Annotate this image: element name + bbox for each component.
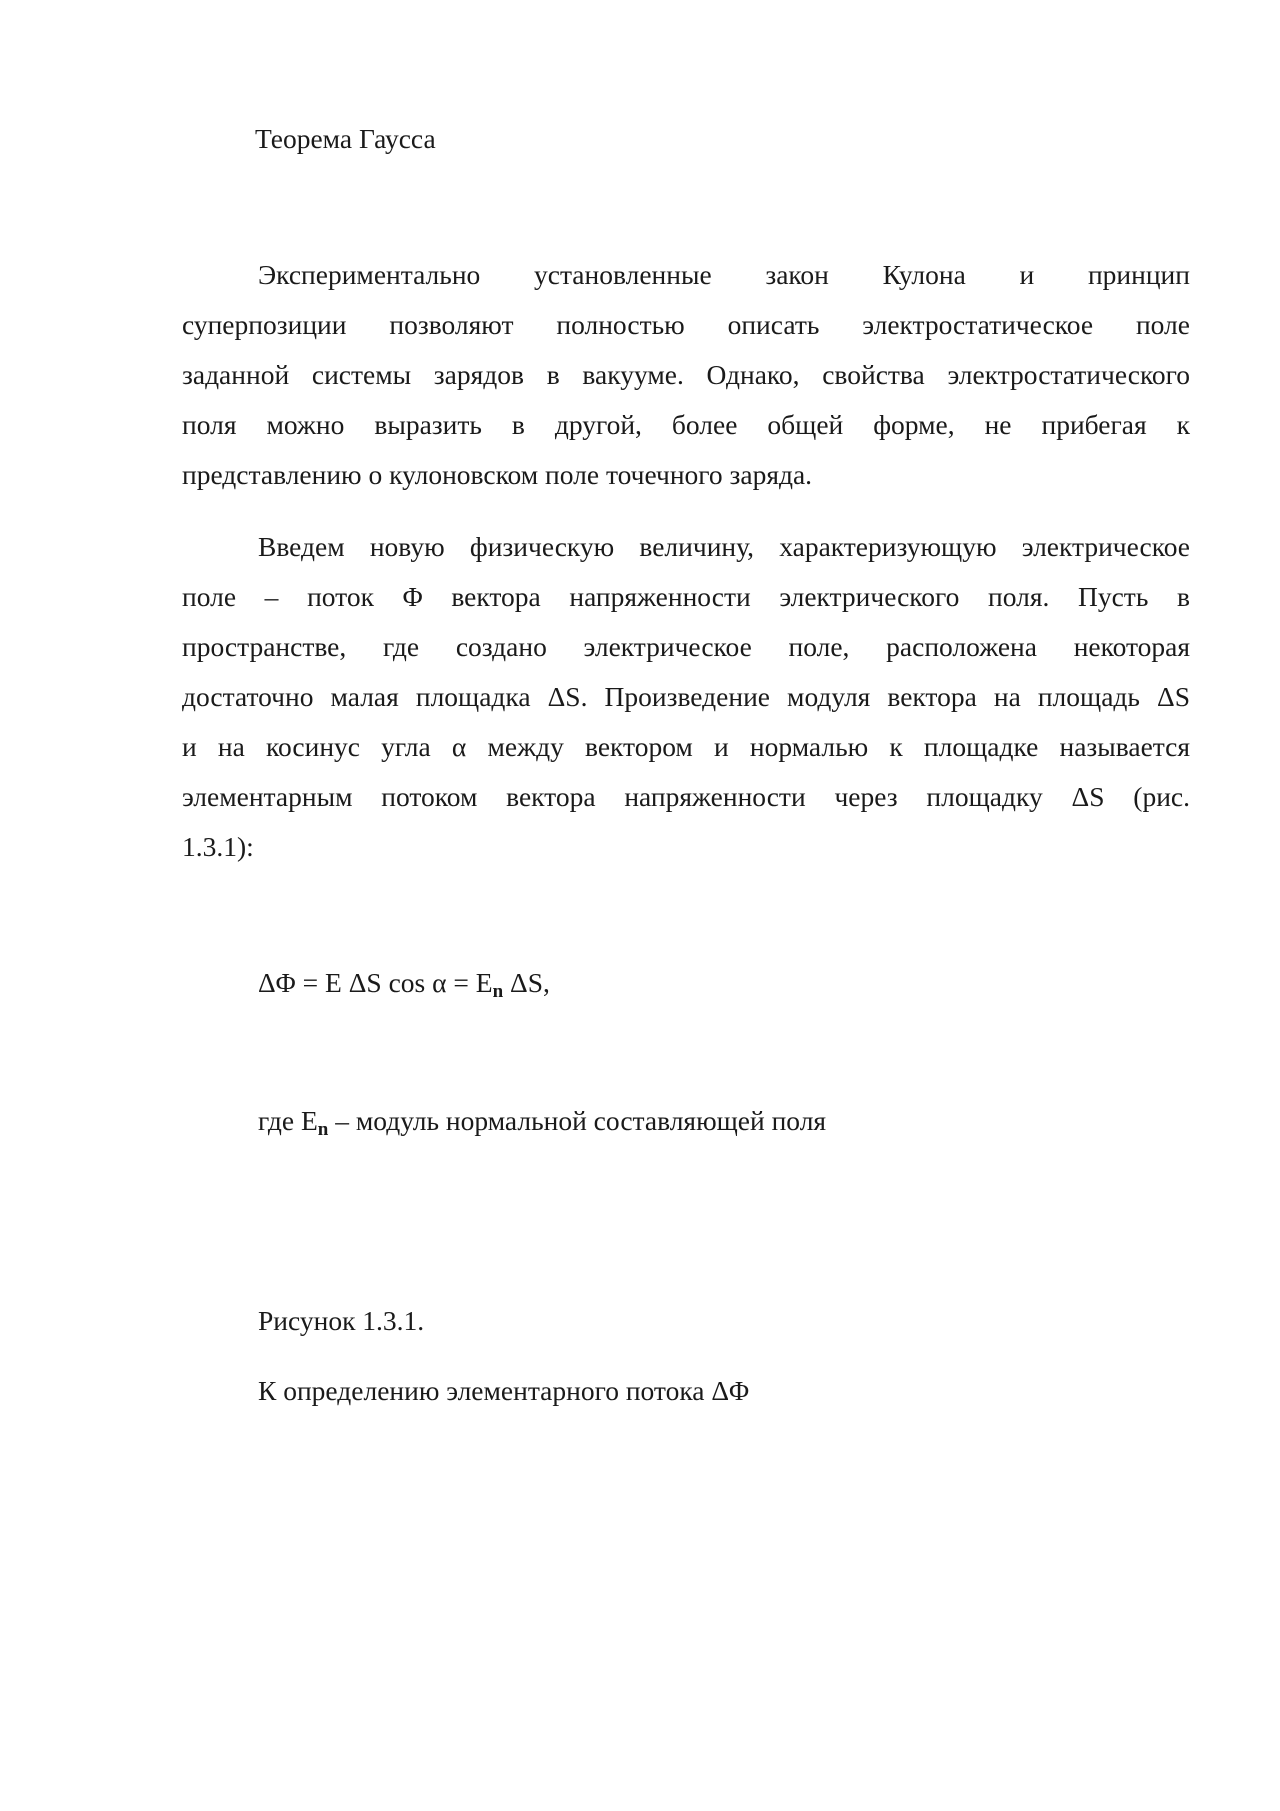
figure-label: Рисунок 1.3.1. <box>258 1305 425 1336</box>
figure-caption: К определению элементарного потока ΔΦ <box>258 1375 750 1406</box>
paragraph-2-line: и на косинус угла α между вектором и нормалью к площадке называется <box>182 731 1190 762</box>
formula-explanation <box>258 1096 826 1146</box>
document-title: Теорема Гаусса <box>255 123 436 154</box>
paragraph-1-line: Экспериментально установленные закон Кулона и принцип <box>258 259 1190 290</box>
formula-subscript: n <box>492 981 504 1002</box>
formula-main: ΔΦ = E ΔS cos α = E <box>258 967 493 998</box>
paragraph-1-line: представлению о кулоновском поле точечного заряда. <box>182 459 813 490</box>
paragraph-1-line: поля можно выразить в другой, более общей форме, не прибегая к <box>182 409 1190 440</box>
explanation-subscript: n <box>317 1119 329 1140</box>
paragraph-2-line: пространстве, где создано электрическое поле, расположена некоторая <box>182 631 1190 662</box>
paragraph-1-line: заданной системы зарядов в вакууме. Однако, свойства электростатического <box>182 359 1190 390</box>
paragraph-2-line: элементарным потоком вектора напряженности через площадку ΔS (рис. <box>182 781 1190 812</box>
paragraph-2-line: 1.3.1): <box>182 831 254 862</box>
flux-formula <box>258 958 550 1008</box>
explanation-rest: – модуль нормальной составляющей поля <box>328 1105 827 1136</box>
formula-tail: ΔS, <box>503 967 550 998</box>
paragraph-1-line: суперпозиции позволяют полностью описать электростатическое поле <box>182 309 1190 340</box>
paragraph-2-line: Введем новую физическую величину, характеризующую электрическое <box>258 531 1190 562</box>
paragraph-2-line: достаточно малая площадка ΔS. Произведение модуля вектора на площадь ΔS <box>182 681 1190 712</box>
explanation-start: где E <box>258 1105 318 1136</box>
paragraph-2-line: поле – поток Φ вектора напряженности электрического поля. Пусть в <box>182 581 1190 612</box>
